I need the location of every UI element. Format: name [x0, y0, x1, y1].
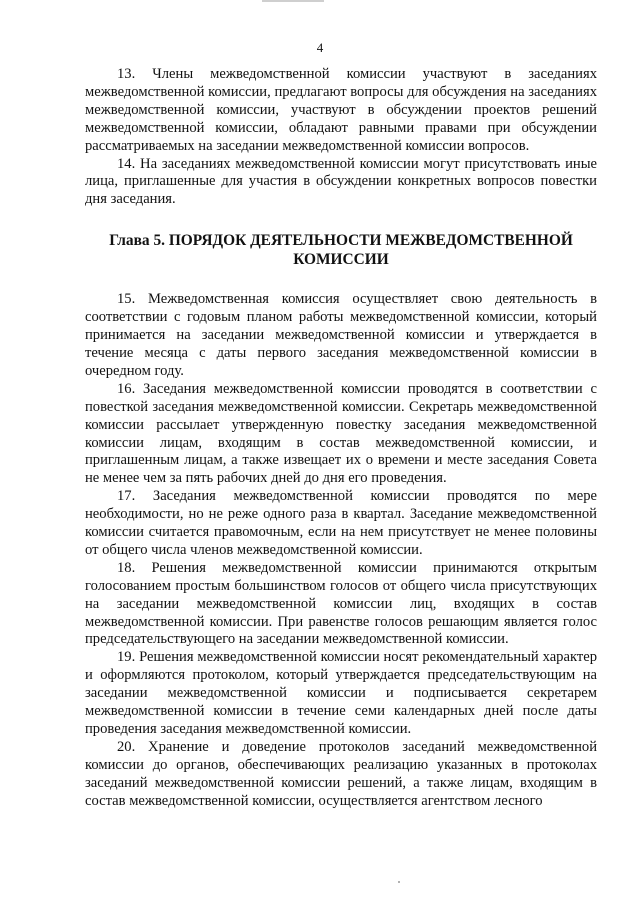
scan-speck [398, 881, 400, 883]
paragraph-16: 16. Заседания межведомственной комиссии проводятся в соответствии с повесткой заседания межведомственной комиссии. Секретарь межведомственной комиссии рассылает утвержденную повестку заседания межведомственной комиссии лицам, входящим в состав межведомственной комиссии, и приглашенным лицам, а также извещает их о времени и месте заседания Совета не менее чем за пять рабочих дней до дня его проведения. [85, 380, 597, 487]
paragraph-17: 17. Заседания межведомственной комиссии проводятся по мере необходимости, но не реже одного раза в квартал. Заседание межведомственной комиссии считается правомочным, если на нем присутствует не менее половины от общего числа членов межведомственной комиссии. [85, 488, 597, 558]
chapter-heading: Глава 5. ПОРЯДОК ДЕЯТЕЛЬНОСТИ МЕЖВЕДОМСТВЕННОЙ КОМИССИИ [109, 232, 573, 269]
paragraph-14: 14. На заседаниях межведомственной комиссии могут присутствовать иные лица, приглашенные для участия в обсуждении конкретных вопросов повестки дня заседания. [85, 155, 597, 208]
page-number: 4 [316, 40, 324, 55]
paragraph-15: 15. Межведомственная комиссия осуществляет свою деятельность в соответствии с годовым планом работы межведомственной комиссии, который принимается на заседании межведомственной комиссии и утверждается в течение месяца с даты первого заседания межведомственной комиссии в очередном году. [85, 291, 597, 379]
document-body [85, 66, 597, 811]
paragraph-20: 20. Хранение и доведение протоколов заседаний межведомственной комиссии до органов, обеспечивающих реализацию указанных в протоколах заседаний межведомственной комиссии решений, а также лицам, входящим в состав межведомственной комиссии, осуществляется агентством лесного [85, 738, 597, 809]
scan-top-mark [262, 0, 324, 2]
paragraph-13: 13. Члены межведомственной комиссии участвуют в заседаниях межведомственной комиссии, предлагают вопросы для обсуждения на заседаниях межведомственной комиссии, участвуют в обсуждении проектов решений межведомственной комиссии, обладают равными правами при обсуждении рассматриваемых на заседании межведомственной комиссии вопросов. [85, 66, 597, 154]
paragraph-19: 19. Решения межведомственной комиссии носят рекомендательный характер и оформляются протоколом, который утверждается председательствующим на заседании межведомственной комиссии и подписывается секретарем межведомственной комиссии в течение семи календарных дней после даты проведения заседания межведомственной комиссии. [85, 649, 597, 737]
paragraph-18: 18. Решения межведомственной комиссии принимаются открытым голосованием простым большинством голосов от общего числа присутствующих на заседании межведомственной комиссии лиц, входящих в состав межведомственной комиссии. При равенстве голосов решающим является голос председательствующего на заседании межведомственной комиссии. [85, 559, 597, 648]
